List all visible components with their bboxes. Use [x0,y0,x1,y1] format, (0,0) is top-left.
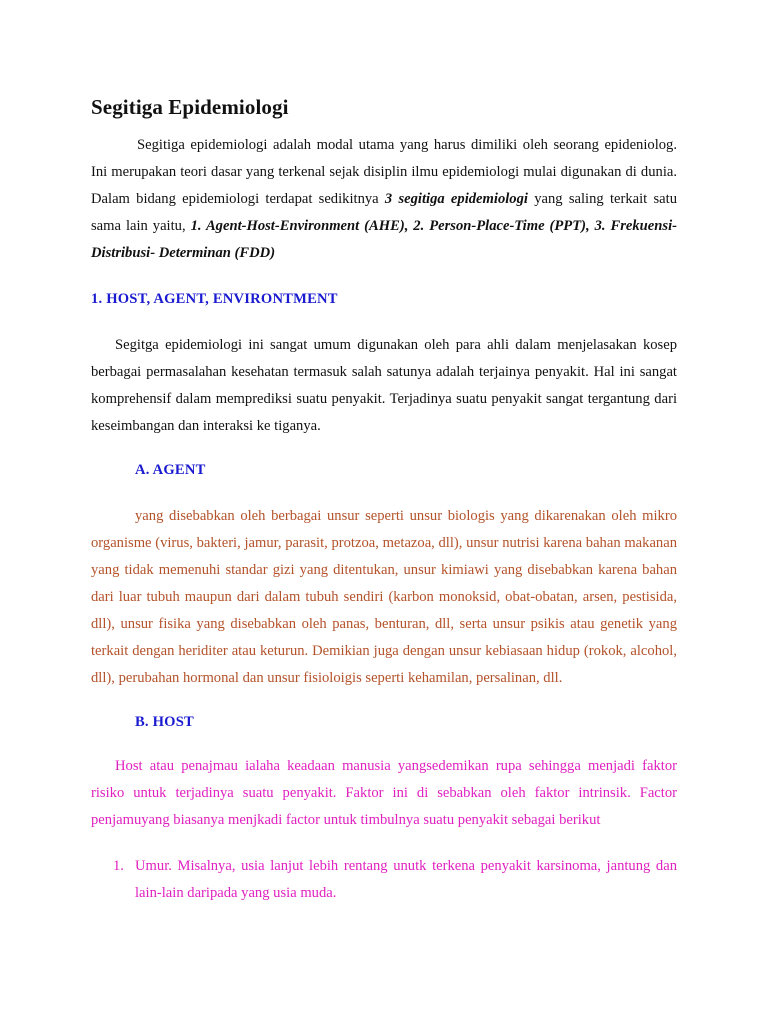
intro-paragraph [91,132,677,267]
list-item-text: Umur. Misalnya, usia lanjut lebih rentang unutk terkena penyakit karsinoma, jantung dan lain-lain daripada yang usia muda. [135,858,677,901]
intro-text-2: yang saling terkait satu sama lain yaitu, [91,191,677,234]
intro-emphasis-2: 1. Agent-Host-Environment (AHE), 2. Person-Place-Time (PPT), 3. Frekuensi- Distribusi- Determinan (FDD) [91,218,677,261]
agent-paragraph: yang disebabkan oleh berbagai unsur seperti unsur biologis yang dikarenakan oleh mikro organisme (virus, bakteri, jamur, parasit, protzoa, metazoa, dll), unsur nutrisi karena bahan makanan yang tidak memenuhi standar gizi yang ditentukan, unsur kimiawi yang disebabkan karena bahan dari luar tubuh maupun dari dalam tubuh sendiri (karbon monoksid, obat-obatan, arsen, pestisida, dll), unsur fisika yang disebabkan oleh panas, benturan, dll, serta unsur psikis atau genetik yang terkait dengan heriditer atau keturun. Demikian juga dengan unsur kebiasaan hidup (rokok, alcohol, dll), perubahan hormonal dan unsur fisioloigis seperti kehamilan, persalinan, dll. [91,508,677,686]
host-heading: B. HOST [135,714,194,730]
list-item-number: 1. [113,858,124,874]
intro-emphasis-1: 3 segitiga epidemiologi [384,191,528,207]
document-title: Segitiga Epidemiologi [91,95,289,119]
section-1-heading: 1. HOST, AGENT, ENVIRONTMENT [91,291,338,307]
host-paragraph: Host atau penajmau ialaha keadaan manusia yangsedemikan rupa sehingga menjadi faktor risiko untuk terjadinya suatu penyakit. Faktor ini di sebabkan oleh faktor intrinsik. Factor penjamuyang biasanya menjkadi factor untuk timbulnya suatu penyakit sebagai berikut [91,758,677,828]
host-factor-list [91,853,677,907]
list-item [91,853,677,907]
agent-heading: A. AGENT [135,462,206,478]
document-page [91,93,677,907]
section-1-paragraph: Segitga epidemiologi ini sangat umum digunakan oleh para ahli dalam menjelasakan kosep berbagai permasalahan kesehatan termasuk salah satunya adalah terjainya penyakit. Hal ini sangat komprehensif dalam memprediksi suatu penyakit. Terjadinya suatu penyakit sangat tergantung dari keseimbangan dan interaksi ke tiganya. [91,337,677,434]
intro-text-1: Segitiga epidemiologi adalah modal utama yang harus dimiliki oleh seorang epideniolog. Ini merupakan teori dasar yang terkenal sejak disiplin ilmu epidemiologi mulai digunakan di dunia. Dalam bidang epidemiologi terdapat sedikitnya [91,137,677,207]
